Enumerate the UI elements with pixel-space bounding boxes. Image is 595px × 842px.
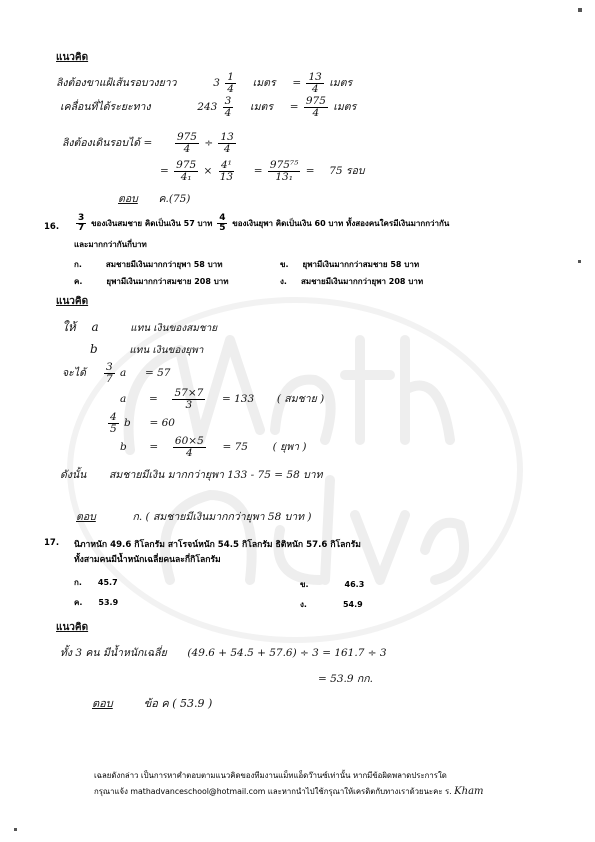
q16-answer-value: ก. ( สมชายมีเงินมากกว่ายุพา 58 บาท ) bbox=[132, 511, 312, 523]
q16-text2: ของเงินยุพา คิดเป็นเงิน 60 บาท ทั้งสองคนใครมีเงินมากกว่ากัน bbox=[232, 219, 450, 228]
q15-line1-result-fraction: $\frac{13}{4}$ bbox=[308, 71, 322, 95]
q17-choice-c: ค. 53.9 bbox=[74, 598, 119, 607]
q16-eq3 bbox=[106, 412, 175, 434]
q15-answer-label: ตอบ bbox=[118, 193, 138, 205]
q15-line4-fraction-b: $\frac{\text{4¹}}{13}$ bbox=[219, 159, 234, 183]
q15-line2-fraction: $\frac{3}{4}$ bbox=[224, 95, 232, 119]
q15-line4 bbox=[160, 160, 365, 182]
q16-eq1-rhs: = 57 bbox=[144, 367, 171, 379]
q16-number: 16. bbox=[44, 222, 60, 232]
q15-line3-fraction-b: $\frac{13}{4}$ bbox=[220, 131, 234, 155]
q15-line2-unit2: เมตร bbox=[333, 101, 357, 113]
q16-text1: ของเงินสมชาย คิดเป็นเงิน 57 บาท bbox=[91, 219, 213, 228]
q16-eq3-var: b bbox=[124, 417, 131, 429]
scan-mark-top-right bbox=[578, 8, 582, 12]
q17-text2: ทั้งสามคนมีน้ำหนักเฉลี่ยคนละกี่กิโลกรัม bbox=[74, 555, 221, 565]
q16-var-a: a bbox=[91, 320, 99, 334]
q16-eq1 bbox=[102, 362, 170, 384]
q16-conclusion-text: สมชายมีเงิน มากกว่ายุพา 133 - 75 = 58 บาท bbox=[109, 469, 323, 481]
q15-line3 bbox=[62, 132, 238, 154]
q15-solution-heading: แนวคิด bbox=[56, 52, 89, 63]
q15-line1-label: ลิงต้องขาแฝ้เส้นรอบวงยาว bbox=[56, 77, 177, 89]
q16-text3: และมากกว่ากันกี่บาท bbox=[74, 240, 147, 249]
q16-var-b-desc: แทน เงินของยุพา bbox=[129, 345, 204, 356]
q16-answer-label: ตอบ bbox=[76, 511, 96, 523]
q16-eq2-rhs: = 133 bbox=[221, 393, 255, 405]
q16-choice-b: ข. ยุพามีเงินมากกว่าสมชาย 58 บาท bbox=[280, 260, 420, 269]
q17-solution-heading: แนวคิด bbox=[56, 622, 89, 633]
q16-let-a bbox=[62, 318, 217, 337]
q17-line1-label: ทั้ง 3 คน มีน้ำหนักเฉลี่ย bbox=[60, 647, 167, 659]
q17-choice-a: ก. 45.7 bbox=[74, 578, 118, 587]
q17-text1: นิภาหนัก 49.6 กิโลกรัม สาโรจน์หนัก 54.5 กิโลกรัม ธิติหนัก 57.6 กิโลกรัม bbox=[74, 540, 361, 550]
q15-line1 bbox=[56, 72, 352, 94]
q17-answer-value: ข้อ ค ( 53.9 ) bbox=[143, 697, 213, 710]
q15-line2 bbox=[60, 96, 356, 118]
footer-line1: เฉลยดังกล่าว เป็นการหาคำตอบตามแนวคิดของทีมงานแม็ทแอ็ดว๊านซ์เท่านั้น หากมีข้อผิดพลาดประการใด bbox=[94, 771, 447, 780]
q16-eq3-rhs: = 60 bbox=[149, 417, 175, 429]
q15-line1-unit2: เมตร bbox=[329, 77, 353, 89]
q15-answer-value: ค.(75) bbox=[158, 193, 191, 205]
q15-answer bbox=[118, 190, 190, 207]
q16-solution-heading: แนวคิด bbox=[56, 296, 89, 307]
q17-choice-b: ข. 46.3 bbox=[300, 580, 365, 589]
q16-eq4-fraction: $\frac{60\times 5}{4}$ bbox=[174, 435, 204, 459]
q16-eq4 bbox=[120, 436, 306, 458]
q15-line3-op: ÷ bbox=[204, 137, 214, 149]
q17-choice-d: ง. 54.9 bbox=[300, 600, 363, 609]
q16-conclusion-label: ดังนั้น bbox=[60, 469, 87, 481]
q15-line2-label: เคลื่อนที่ได้ระยะทาง bbox=[60, 101, 151, 113]
q16-choice-d: ง. สมชายมีเงินมากกว่ายุพา 208 บาท bbox=[280, 277, 424, 286]
q17-line1 bbox=[60, 644, 387, 661]
q15-line1-unit1: เมตร bbox=[252, 77, 276, 89]
q16-var-a-desc: แทน เงินของสมชาย bbox=[130, 323, 218, 334]
q16-text-line1 bbox=[74, 214, 449, 233]
q16-eq4-eq: = bbox=[149, 441, 159, 453]
q15-line4-result: 75 รอบ bbox=[329, 165, 365, 177]
q15-line4-fraction-a: $\frac{975}{\text{4₁}}$ bbox=[176, 159, 197, 183]
footer-line2-text: กรุณาแจ้ง mathadvanceschool@hotmail.com และหากนำไปใช้กรุณาให้เครดิตกับทางเราด้วยนะคะ ร. bbox=[94, 787, 455, 796]
q15-line1-fraction: $\frac{1}{4}$ bbox=[227, 71, 234, 95]
q15-line2-result-fraction: $\frac{975}{4}$ bbox=[305, 95, 326, 119]
q16-eq2-eq: = bbox=[148, 393, 158, 405]
q15-line3-label: ลิงต้องเดินรอบได้ = bbox=[62, 137, 153, 149]
q16-eq2 bbox=[120, 388, 324, 410]
q17-answer-label: ตอบ bbox=[92, 697, 113, 710]
q15-line1-whole: 3 bbox=[213, 77, 220, 89]
q16-eq2-lhs: a bbox=[120, 393, 127, 405]
footer-signature: Kham bbox=[454, 786, 484, 797]
q16-fraction-1: $\frac{3}{7}$ bbox=[78, 213, 85, 233]
scan-mark-right bbox=[578, 260, 581, 263]
q16-choice-c: ค. ยุพามีเงินมากกว่าสมชาย 208 บาท bbox=[74, 277, 229, 286]
q15-line1-eq: = bbox=[292, 77, 302, 89]
q16-let-b bbox=[90, 342, 203, 358]
q15-line3-fraction-a: $\frac{975}{4}$ bbox=[176, 131, 197, 155]
q15-line4-eq3: = bbox=[305, 165, 315, 177]
q16-eq4-rhs: = 75 bbox=[222, 441, 248, 453]
q17-line2-expr: = 53.9 กก. bbox=[318, 673, 373, 685]
q16-eq2-fraction: $\frac{57\times 7}{3}$ bbox=[174, 387, 204, 411]
q16-choice-a: ก. สมชายมีเงินมากกว่ายุพา 58 บาท bbox=[74, 260, 223, 269]
q17-number: 17. bbox=[44, 538, 60, 548]
q16-eq2-note: ( สมชาย ) bbox=[276, 393, 325, 405]
q16-let-label: ให้ bbox=[62, 320, 76, 334]
q16-var-b: b bbox=[90, 342, 98, 356]
q15-line4-fraction-c: $\frac{\text{975⁷⁵}}{\text{13₁}}$ bbox=[269, 159, 299, 183]
q15-line4-eq: = bbox=[160, 165, 169, 177]
q15-line4-op: × bbox=[203, 165, 213, 177]
q15-line4-eq2: = bbox=[253, 165, 263, 177]
q17-answer bbox=[92, 694, 212, 712]
q15-line2-unit1: เมตร bbox=[250, 101, 273, 113]
q16-eq1-fraction: $\frac{3}{7}$ bbox=[106, 361, 113, 385]
q16-fraction-2: $\frac{4}{5}$ bbox=[219, 213, 226, 233]
q16-answer bbox=[76, 508, 312, 525]
q16-eq1-var: a bbox=[120, 367, 127, 379]
q16-so-label: จะได้ bbox=[62, 367, 86, 379]
q15-line2-eq: = bbox=[289, 101, 299, 113]
scan-mark-bottom-left bbox=[14, 828, 17, 831]
q16-eq4-lhs: b bbox=[120, 441, 127, 453]
footer-line2 bbox=[94, 786, 484, 798]
q15-line2-whole: 243 bbox=[197, 101, 218, 113]
q16-eq3-fraction: $\frac{4}{5}$ bbox=[110, 411, 117, 435]
q17-line1-expr: (49.6 + 54.5 + 57.6) ÷ 3 = 161.7 ÷ 3 bbox=[187, 647, 387, 659]
q16-conclusion bbox=[60, 466, 323, 483]
q16-eq4-note: ( ยุพา ) bbox=[272, 441, 307, 453]
